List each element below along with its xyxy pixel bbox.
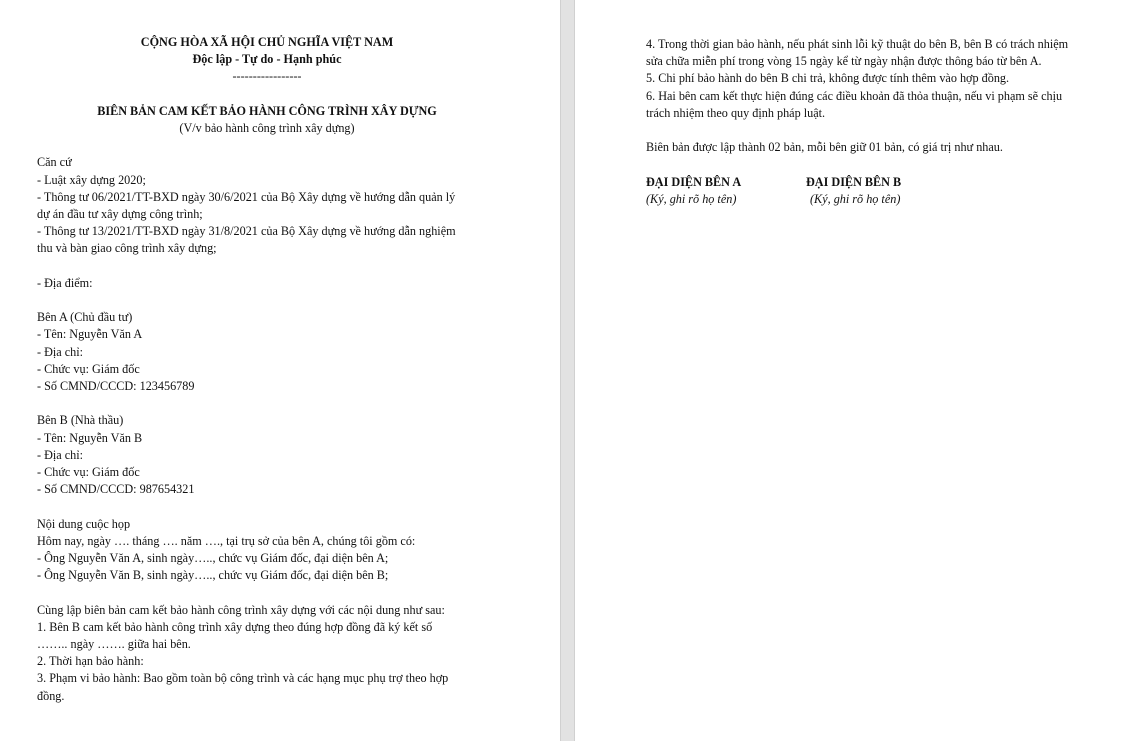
basis-item: - Luật xây dựng 2020;	[37, 172, 146, 187]
party-b-position: - Chức vụ: Giám đốc	[37, 465, 140, 479]
header-rule: -----------------	[232, 69, 302, 84]
spacer	[646, 122, 1106, 139]
party-a-id: - Số CMND/CCCD: 123456789	[37, 379, 195, 393]
party-a-address: - Địa chỉ:	[37, 344, 84, 359]
document-page-2	[575, 0, 1143, 741]
signature-b-title: ĐẠI DIỆN BÊN B	[806, 174, 902, 189]
basis-item: dự án đầu tư xây dựng công trình;	[37, 207, 203, 221]
document-page-1	[0, 0, 560, 741]
term-line: 2. Thời hạn bảo hành:	[37, 654, 144, 669]
page-2-content	[646, 36, 1106, 208]
attendee-a: - Ông Nguyễn Văn A, sinh ngày….., chức vụ Giám đốc, đại diện bên A;	[37, 551, 389, 565]
meeting-intro: Hôm nay, ngày …. tháng …. năm …., tại trụ sở của bên A, chúng tôi gồm có:	[37, 533, 416, 548]
party-b-heading: Bên B (Nhà thầu)	[37, 413, 124, 428]
term-line: 6. Hai bên cam kết thực hiện đúng các điều khoản đã thỏa thuận, nếu vi phạm sẽ chịu	[646, 88, 1063, 103]
term-line: 5. Chi phí bảo hành do bên B chi trả, không được tính thêm vào hợp đồng.	[646, 71, 1010, 86]
party-a-position: - Chức vụ: Giám đốc	[37, 361, 140, 376]
page-gap	[560, 0, 575, 741]
closing-statement: Biên bản được lập thành 02 bản, mỗi bên giữ 01 bản, có giá trị như nhau.	[646, 140, 1003, 155]
spacer	[37, 258, 497, 275]
terms-intro: Cùng lập biên bản cam kết bảo hành công trình xây dựng với các nội dung như sau:	[37, 602, 445, 617]
spacer	[37, 86, 497, 103]
party-a-heading: Bên A (Chủ đầu tư)	[37, 310, 133, 325]
signature-party-b	[806, 174, 966, 208]
term-line: sửa chữa miễn phí trong vòng 15 ngày kể từ ngày nhận được thông báo từ bên A.	[646, 54, 1042, 69]
party-b-name: - Tên: Nguyễn Văn B	[37, 430, 143, 445]
party-b-id: - Số CMND/CCCD: 987654321	[37, 482, 195, 497]
signature-a-note: (Ký, ghi rõ họ tên)	[646, 191, 737, 206]
basis-item: thu và bàn giao công trình xây dựng;	[37, 241, 217, 256]
spacer	[37, 498, 497, 515]
term-line: …….. ngày ……. giữa hai bên.	[37, 637, 191, 651]
basis-item: - Thông tư 06/2021/TT-BXD ngày 30/6/2021 của Bộ Xây dựng về hướng dẫn quản lý	[37, 189, 456, 204]
term-line: trách nhiệm theo quy định pháp luật.	[646, 105, 826, 120]
basis-item: - Thông tư 13/2021/TT-BXD ngày 31/8/2021 của Bộ Xây dựng về hướng dẫn nghiệm	[37, 224, 456, 239]
spacer	[37, 137, 497, 154]
signature-b-note: (Ký, ghi rõ họ tên)	[810, 191, 901, 206]
signature-party-a	[646, 174, 806, 208]
term-line: đồng.	[37, 688, 65, 703]
spacer	[646, 156, 1106, 173]
signature-a-title: ĐẠI DIỆN BÊN A	[646, 174, 742, 189]
term-line: 1. Bên B cam kết bảo hành công trình xây dựng theo đúng hợp đồng đã ký kết số	[37, 619, 433, 634]
signature-block	[646, 174, 1106, 208]
page-1-content	[37, 34, 497, 705]
attendee-b: - Ông Nguyễn Văn B, sinh ngày….., chức vụ Giám đốc, đại diện bên B;	[37, 568, 389, 583]
term-line: 3. Phạm vi bảo hành: Bao gồm toàn bộ công trình và các hạng mục phụ trợ theo hợp	[37, 671, 449, 686]
motto: Độc lập - Tự do - Hạnh phúc	[192, 52, 342, 67]
document-subtitle: (V/v bảo hành công trình xây dựng)	[179, 121, 355, 135]
document-title: BIÊN BẢN CAM KẾT BẢO HÀNH CÔNG TRÌNH XÂY DỰNG	[97, 103, 437, 118]
country-heading: CỘNG HÒA XÃ HỘI CHỦ NGHĨA VIỆT NAM	[140, 35, 394, 49]
term-line: 4. Trong thời gian bảo hành, nếu phát sinh lỗi kỹ thuật do bên B, bên B có trách nhiệm	[646, 37, 1069, 51]
spacer	[37, 584, 497, 601]
basis-heading: Căn cứ	[37, 155, 72, 170]
party-b-address: - Địa chỉ:	[37, 447, 84, 462]
location-line: - Địa điểm:	[37, 275, 93, 290]
spacer	[37, 395, 497, 412]
party-a-name: - Tên: Nguyễn Văn A	[37, 327, 143, 342]
meeting-heading: Nội dung cuộc họp	[37, 516, 131, 531]
spacer	[37, 292, 497, 309]
